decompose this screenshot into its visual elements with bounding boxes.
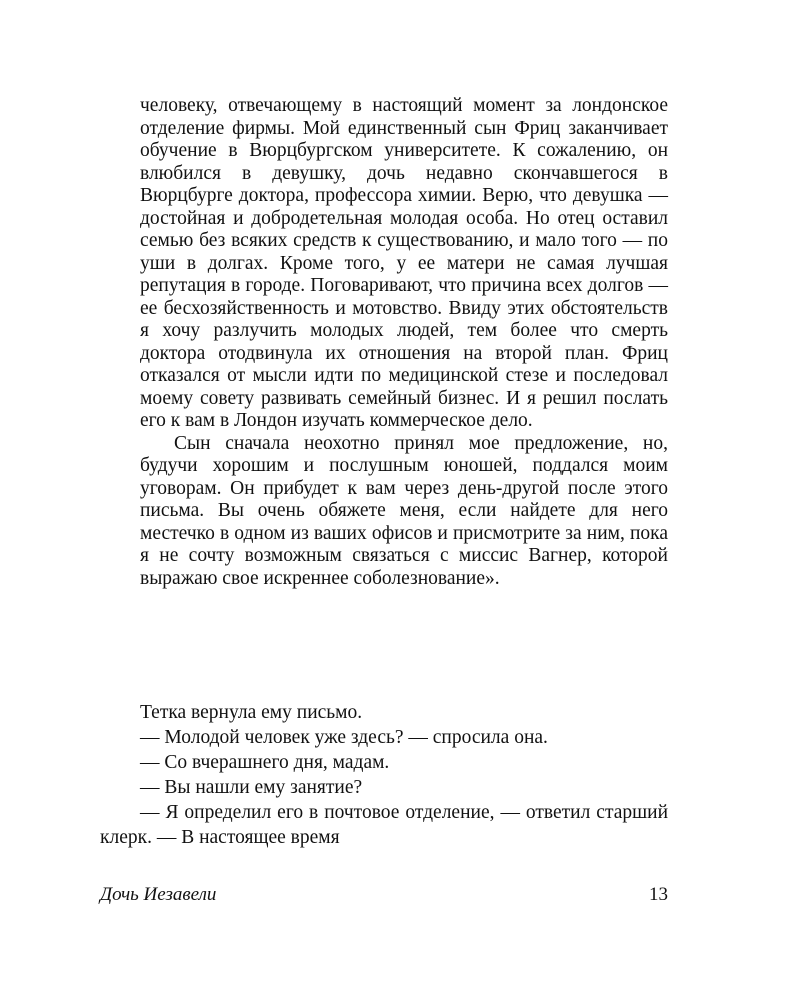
dialogue-line: — Вы нашли ему занятие? [140, 777, 363, 798]
dialogue-text [100, 700, 668, 850]
page-footer [100, 884, 668, 910]
letter-quote [140, 95, 668, 590]
page-number: 13 [649, 884, 668, 905]
quote-paragraph: человеку, отвечающему в настоящий момент за лондонское отделение фирмы. Мой единственный сын Фриц заканчивает обучение в Вюрцбургском университете. К сожалению, он влюбился в девушку, дочь недавно скончавшегося в Вюрцбурге доктора, профессора химии. Верю, что девушка — достойная и добродетельная молодая особа. Но отец оставил семью без всяких средств к существованию, и мало того — по уши в долгах. Кроме того, у ее матери не самая лучшая репутация в городе. Поговаривают, что причина всех долгов — ее бесхозяйственность и мотовство. Ввиду этих обстоятельств я хочу разлучить молодых людей, тем более что смерть доктора отодвинула их отношения на второй план. Фриц отказался от мысли идти по медицинской стезе и последовал моему совету развивать семейный бизнес. И я решил послать его к вам в Лондон изучать коммерческое дело. [140, 95, 668, 431]
dialogue-line: — Я определил его в почтовое отделение, — ответил старший клерк. — В настоящее время [100, 802, 668, 848]
dialogue-line: — Со вчерашнего дня, мадам. [140, 752, 390, 773]
dialogue-line: Тетка вернула ему письмо. [140, 702, 363, 723]
quote-paragraph: Сын сначала неохотно принял мое предложение, но, будучи хорошим и послушным юношей, поддался моим уговорам. Он прибудет к вам через день-другой после этого письма. Вы очень обяжете меня, если найдете для него местечко в одном из ваших офисов и присмотрите за ним, пока я не сочту возможным связаться с миссис Вагнер, которой выражаю свое искреннее соболезнование». [140, 432, 668, 589]
dialogue-line: — Молодой человек уже здесь? — спросила она. [140, 727, 548, 748]
running-title: Дочь Иезавели [100, 884, 217, 905]
